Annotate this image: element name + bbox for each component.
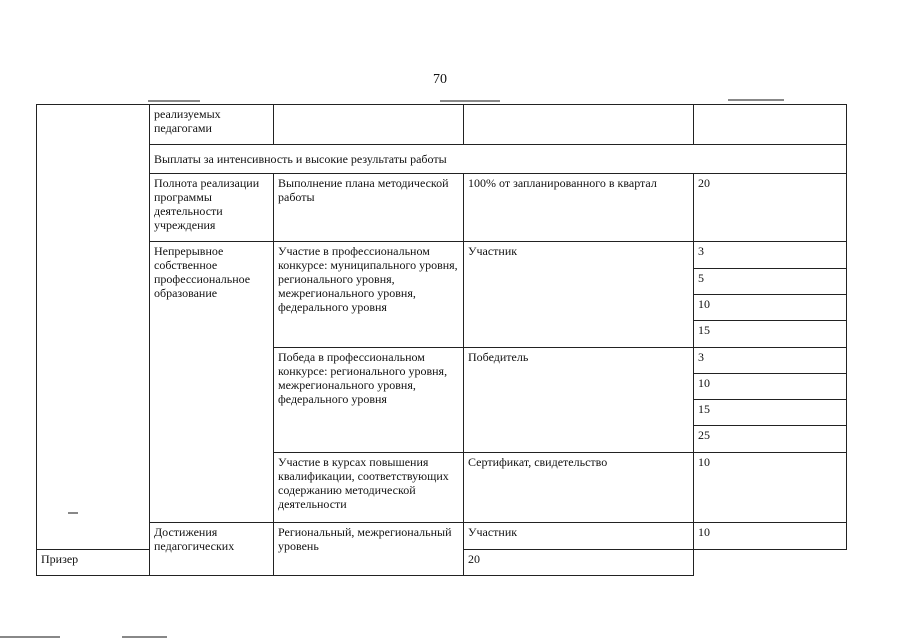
courses-measure: Сертификат, свидетельство (464, 452, 694, 523)
participation-indicator: Участие в профессиональном конкурсе: муниципального уровня, регионального уровня, межрегионального уровня, федерального уровня (274, 242, 464, 347)
scan-artifact (728, 99, 784, 101)
achievements-points: 20 (464, 549, 694, 575)
page-number: 70 (433, 72, 447, 87)
victory-indicator: Победа в профессиональном конкурсе: регионального уровня, межрегионального уровня, федерального уровня (274, 347, 464, 452)
section-header: Выплаты за интенсивность и высокие результаты работы (150, 145, 847, 173)
row-top-measure (464, 105, 694, 145)
left-margin-cell (37, 105, 150, 550)
achievements-indicator: Региональный, межрегиональный уровень (274, 523, 464, 576)
plan-indicator: Выполнение плана методической работы (274, 173, 464, 242)
participation-points: 5 (694, 268, 847, 294)
scan-artifact (440, 100, 500, 102)
row-top-indicator (274, 105, 464, 145)
row-top-points (694, 105, 847, 145)
scan-artifact (122, 636, 167, 638)
victory-measure: Победитель (464, 347, 694, 452)
plan-criterion: Полнота реализации программы деятельности учреждения (150, 173, 274, 242)
scan-artifact (148, 100, 200, 102)
scan-artifact (0, 636, 60, 638)
achievements-measure: Призер (37, 549, 150, 575)
row-top-criterion: реализуемых педагогами (150, 105, 274, 145)
participation-points: 15 (694, 321, 847, 347)
plan-points: 20 (694, 173, 847, 242)
victory-points: 25 (694, 426, 847, 452)
victory-points: 15 (694, 400, 847, 426)
achievements-measure: Участник (464, 523, 694, 549)
courses-points: 10 (694, 452, 847, 523)
courses-indicator: Участие в курсах повышения квалификации, соответствующих содержанию методической деятельности (274, 452, 464, 523)
victory-points: 10 (694, 373, 847, 399)
plan-measure: 100% от запланированного в квартал (464, 173, 694, 242)
education-criterion: Непрерывное собственное профессиональное образование (150, 242, 274, 523)
achievements-criterion: Достижения педагогических (150, 523, 274, 576)
participation-points: 3 (694, 242, 847, 268)
achievements-points: 10 (694, 523, 847, 549)
criteria-table (36, 104, 846, 576)
victory-points: 3 (694, 347, 847, 373)
participation-points: 10 (694, 294, 847, 320)
participation-measure: Участник (464, 242, 694, 347)
